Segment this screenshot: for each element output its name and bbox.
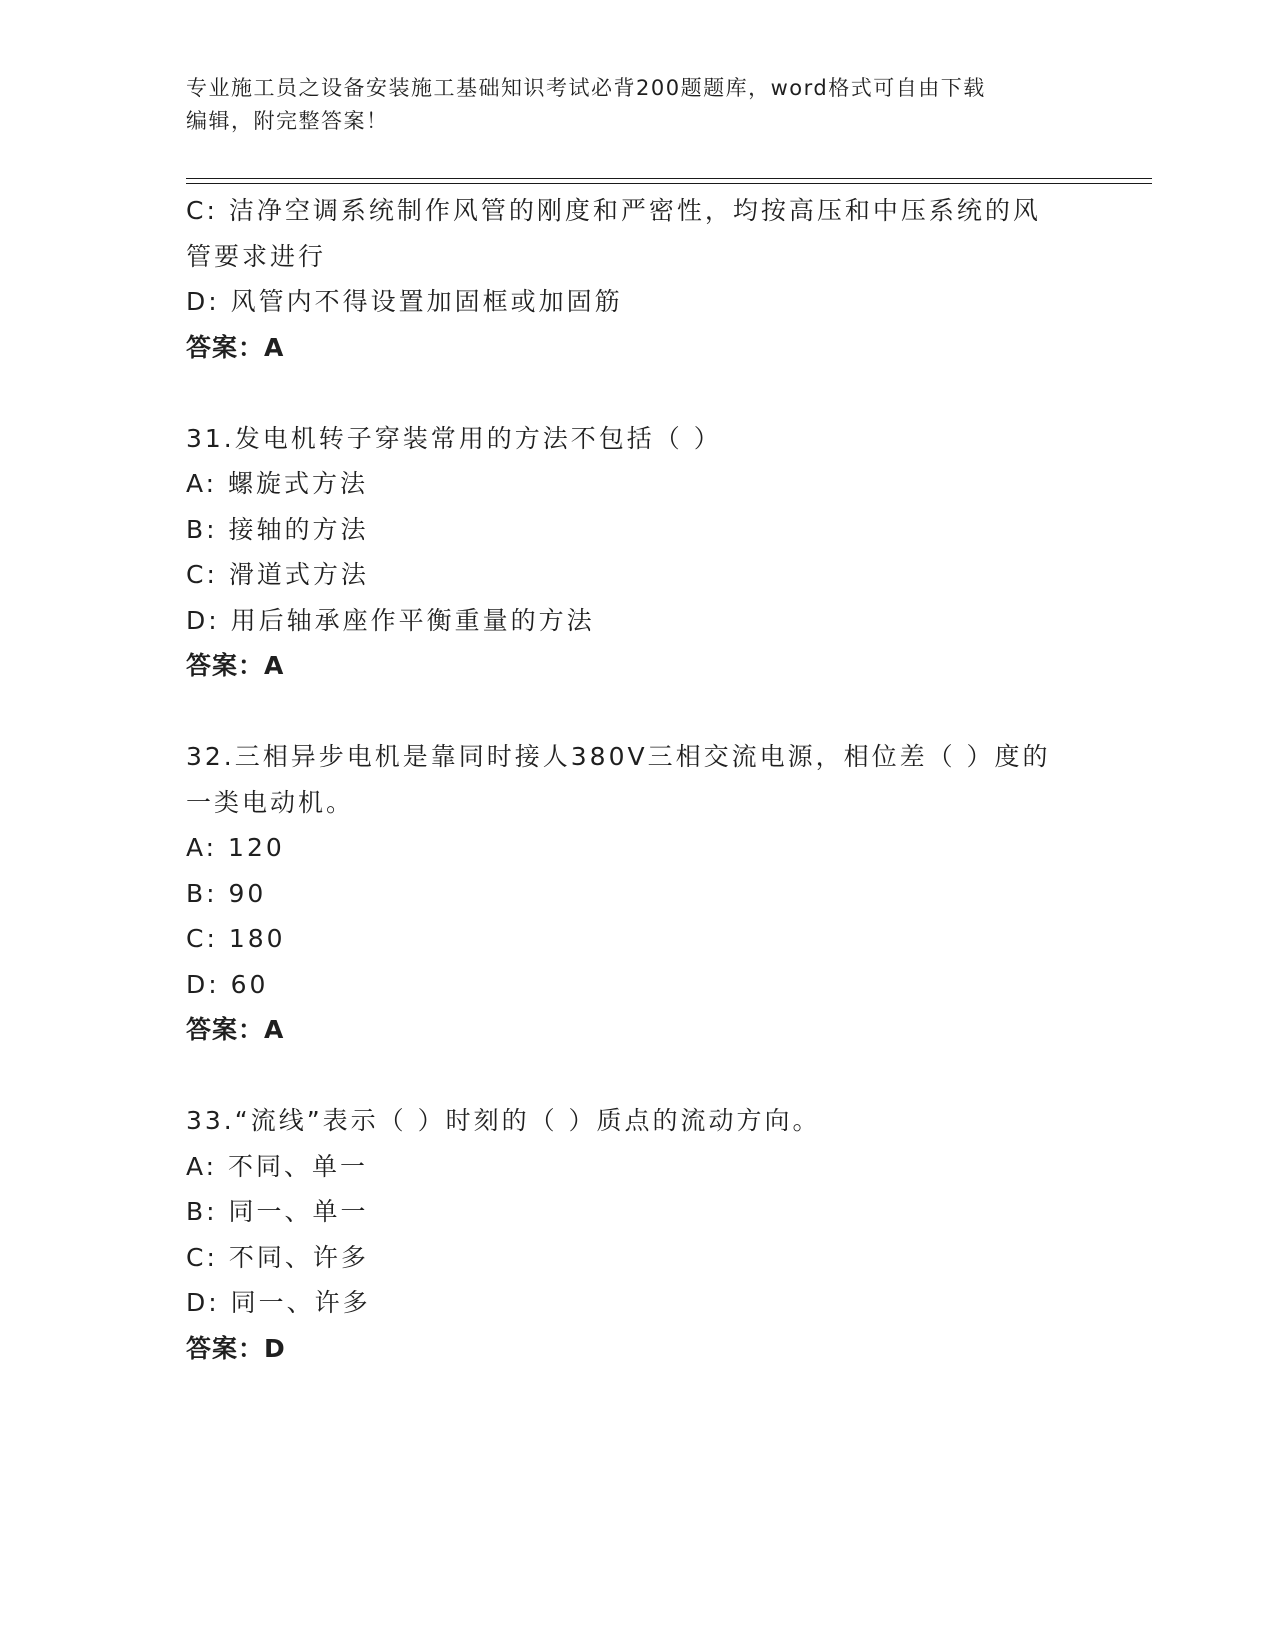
header-divider-bottom — [186, 183, 1152, 184]
option-c: C: 滑道式方法 — [186, 560, 369, 589]
answer-line: 答案：D — [186, 1333, 286, 1363]
option-c: C: 洁净空调系统制作风管的刚度和严密性，均按高压和中压系统的风 — [186, 196, 1041, 225]
option-c-continued: 管要求进行 — [186, 241, 327, 271]
spacer — [186, 1053, 1086, 1099]
header-line-2: 编辑，附完整答案！ — [186, 109, 389, 133]
document-header — [186, 72, 1066, 138]
option-b: B: 90 — [186, 878, 267, 908]
option-a: A: 螺旋式方法 — [186, 469, 369, 498]
question-stem-continued: 一类电动机。 — [186, 787, 355, 817]
option-a: A: 120 — [186, 833, 285, 862]
question-stem: 33.“流线”表示（ ）时刻的（ ）质点的流动方向。 — [186, 1106, 821, 1135]
option-d: D: 风管内不得设置加固框或加固筋 — [186, 287, 623, 316]
option-a: A: 不同、单一 — [186, 1151, 369, 1181]
question-stem: 32.三相异步电机是靠同时接人380V三相交流电源，相位差（ ）度的 — [186, 742, 1051, 771]
document-body — [186, 188, 1086, 1371]
question-32 — [186, 734, 1086, 1053]
option-c: C: 180 — [186, 924, 286, 953]
option-d: D: 用后轴承座作平衡重量的方法 — [186, 605, 595, 635]
spacer — [186, 689, 1086, 735]
header-line-1: 专业施工员之设备安装施工基础知识考试必背200题题库，word格式可自由下载 — [186, 76, 986, 100]
spacer — [186, 370, 1086, 416]
option-d: D: 同一、许多 — [186, 1288, 371, 1317]
answer-line: 答案：A — [186, 332, 285, 362]
question-31 — [186, 416, 1086, 689]
question-stem: 31.发电机转子穿装常用的方法不包括（ ） — [186, 423, 722, 453]
answer-line: 答案：A — [186, 651, 285, 680]
answer-line: 答案：A — [186, 1015, 285, 1044]
option-b: B: 接轴的方法 — [186, 514, 369, 544]
option-d: D: 60 — [186, 969, 269, 999]
question-33 — [186, 1098, 1086, 1371]
option-c: C: 不同、许多 — [186, 1242, 369, 1272]
previous-question-tail — [186, 188, 1086, 370]
option-b: B: 同一、单一 — [186, 1197, 369, 1226]
header-divider-top — [186, 178, 1152, 179]
